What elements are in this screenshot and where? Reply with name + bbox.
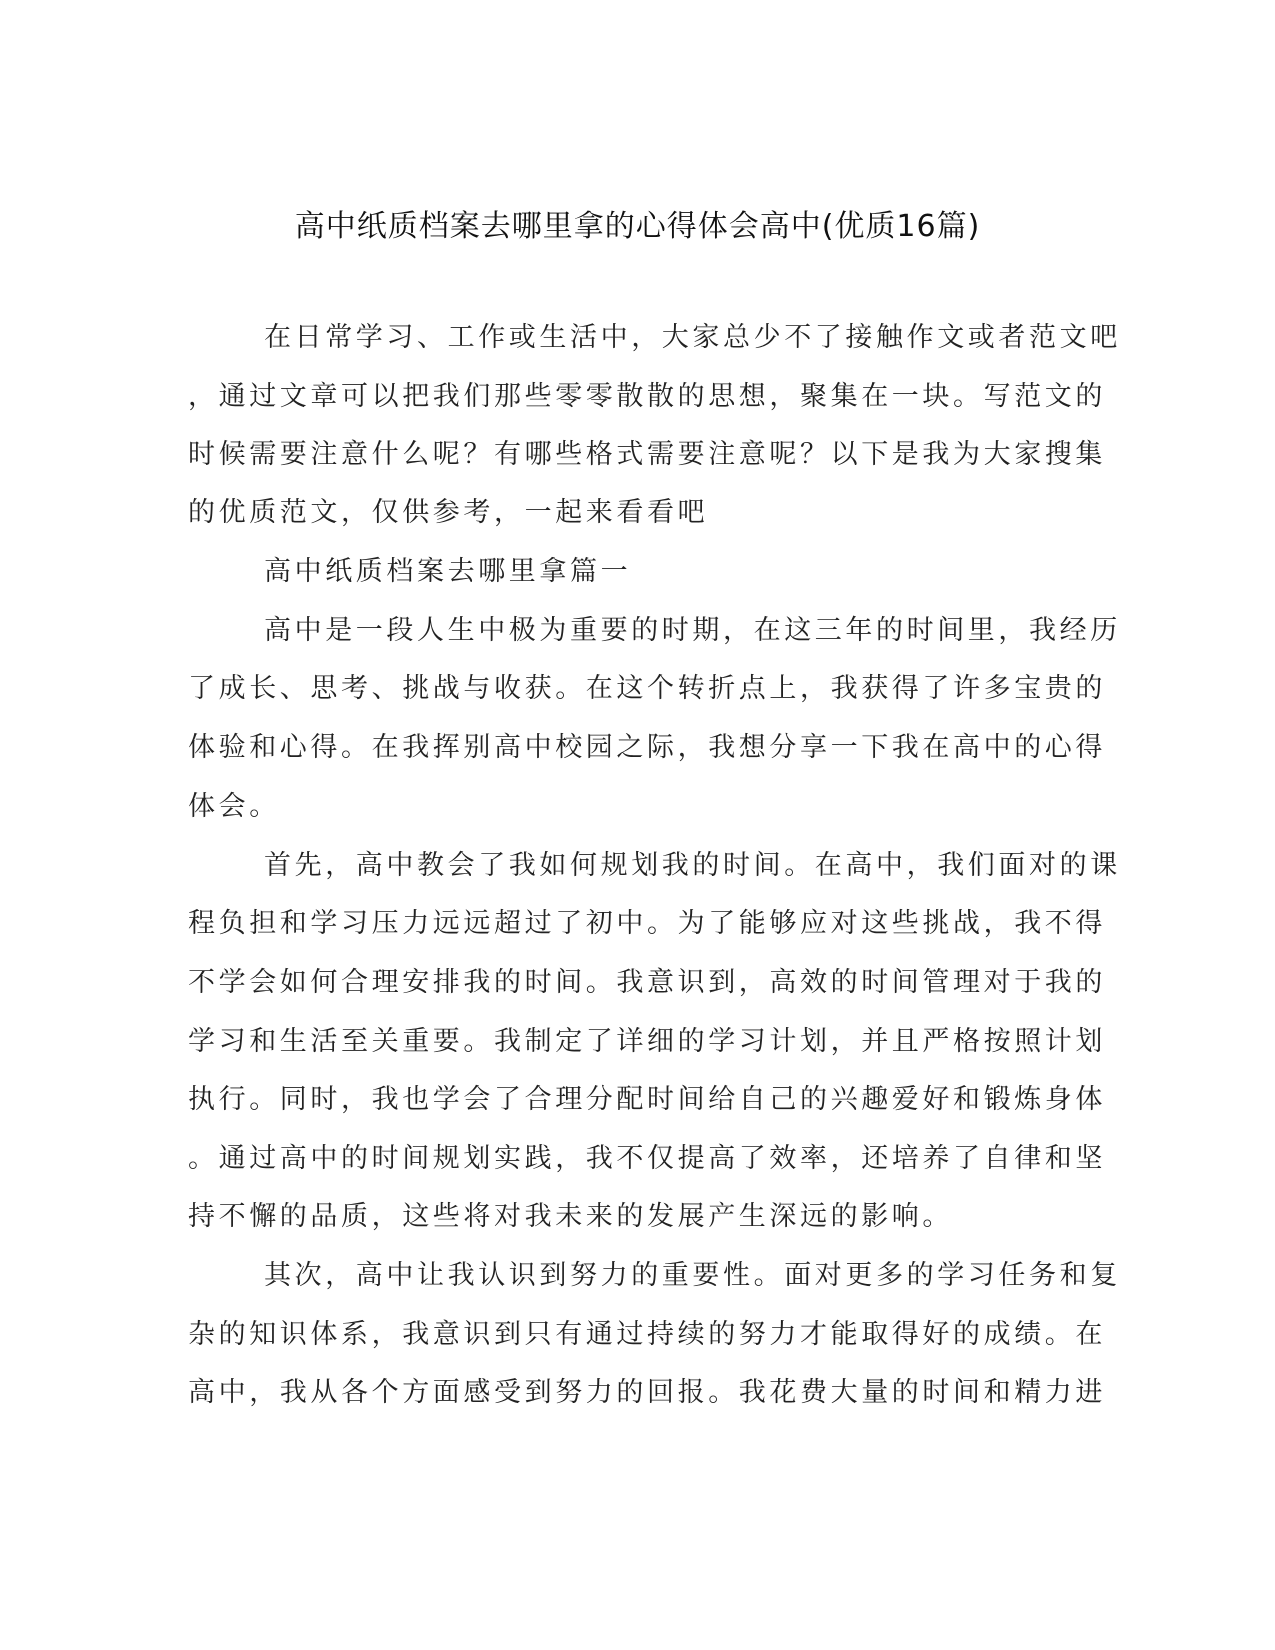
section-heading: 高中纸质档案去哪里拿篇一 bbox=[264, 556, 632, 587]
para1-line-1: 高中是一段人生中极为重要的时期，在这三年的时间里，我经历 bbox=[264, 615, 1121, 646]
para2-line-6: 。通过高中的时间规划实践，我不仅提高了效率，还培养了自律和坚 bbox=[188, 1143, 1106, 1174]
para3-line-3: 高中，我从各个方面感受到努力的回报。我花费大量的时间和精力进 bbox=[188, 1377, 1106, 1408]
para3-line-1: 其次，高中让我认识到努力的重要性。面对更多的学习任务和复 bbox=[264, 1260, 1121, 1291]
document-title: 高中纸质档案去哪里拿的心得体会高中(优质16篇) bbox=[294, 209, 981, 244]
intro-line-1: 在日常学习、工作或生活中，大家总少不了接触作文或者范文吧 bbox=[264, 322, 1121, 353]
para1-line-2: 了成长、思考、挑战与收获。在这个转折点上，我获得了许多宝贵的 bbox=[188, 673, 1106, 704]
para2-line-4: 学习和生活至关重要。我制定了详细的学习计划，并且严格按照计划 bbox=[188, 1026, 1106, 1057]
para2-line-1: 首先，高中教会了我如何规划我的时间。在高中，我们面对的课 bbox=[264, 850, 1121, 881]
intro-line-3: 时候需要注意什么呢？有哪些格式需要注意呢？以下是我为大家搜集 bbox=[188, 439, 1106, 470]
para2-line-3: 不学会如何合理安排我的时间。我意识到，高效的时间管理对于我的 bbox=[188, 967, 1106, 998]
intro-line-2: ，通过文章可以把我们那些零零散散的思想，聚集在一块。写范文的 bbox=[188, 381, 1106, 412]
intro-line-4: 的优质范文，仅供参考，一起来看看吧 bbox=[188, 497, 709, 528]
para1-line-3: 体验和心得。在我挥别高中校园之际，我想分享一下我在高中的心得 bbox=[188, 732, 1106, 763]
para1-line-4: 体会。 bbox=[188, 791, 280, 822]
para2-line-5: 执行。同时，我也学会了合理分配时间给自己的兴趣爱好和锻炼身体 bbox=[188, 1084, 1106, 1115]
para3-line-2: 杂的知识体系，我意识到只有通过持续的努力才能取得好的成绩。在 bbox=[188, 1319, 1106, 1350]
para2-line-7: 持不懈的品质，这些将对我未来的发展产生深远的影响。 bbox=[188, 1201, 953, 1232]
para2-line-2: 程负担和学习压力远远超过了初中。为了能够应对这些挑战，我不得 bbox=[188, 908, 1106, 939]
